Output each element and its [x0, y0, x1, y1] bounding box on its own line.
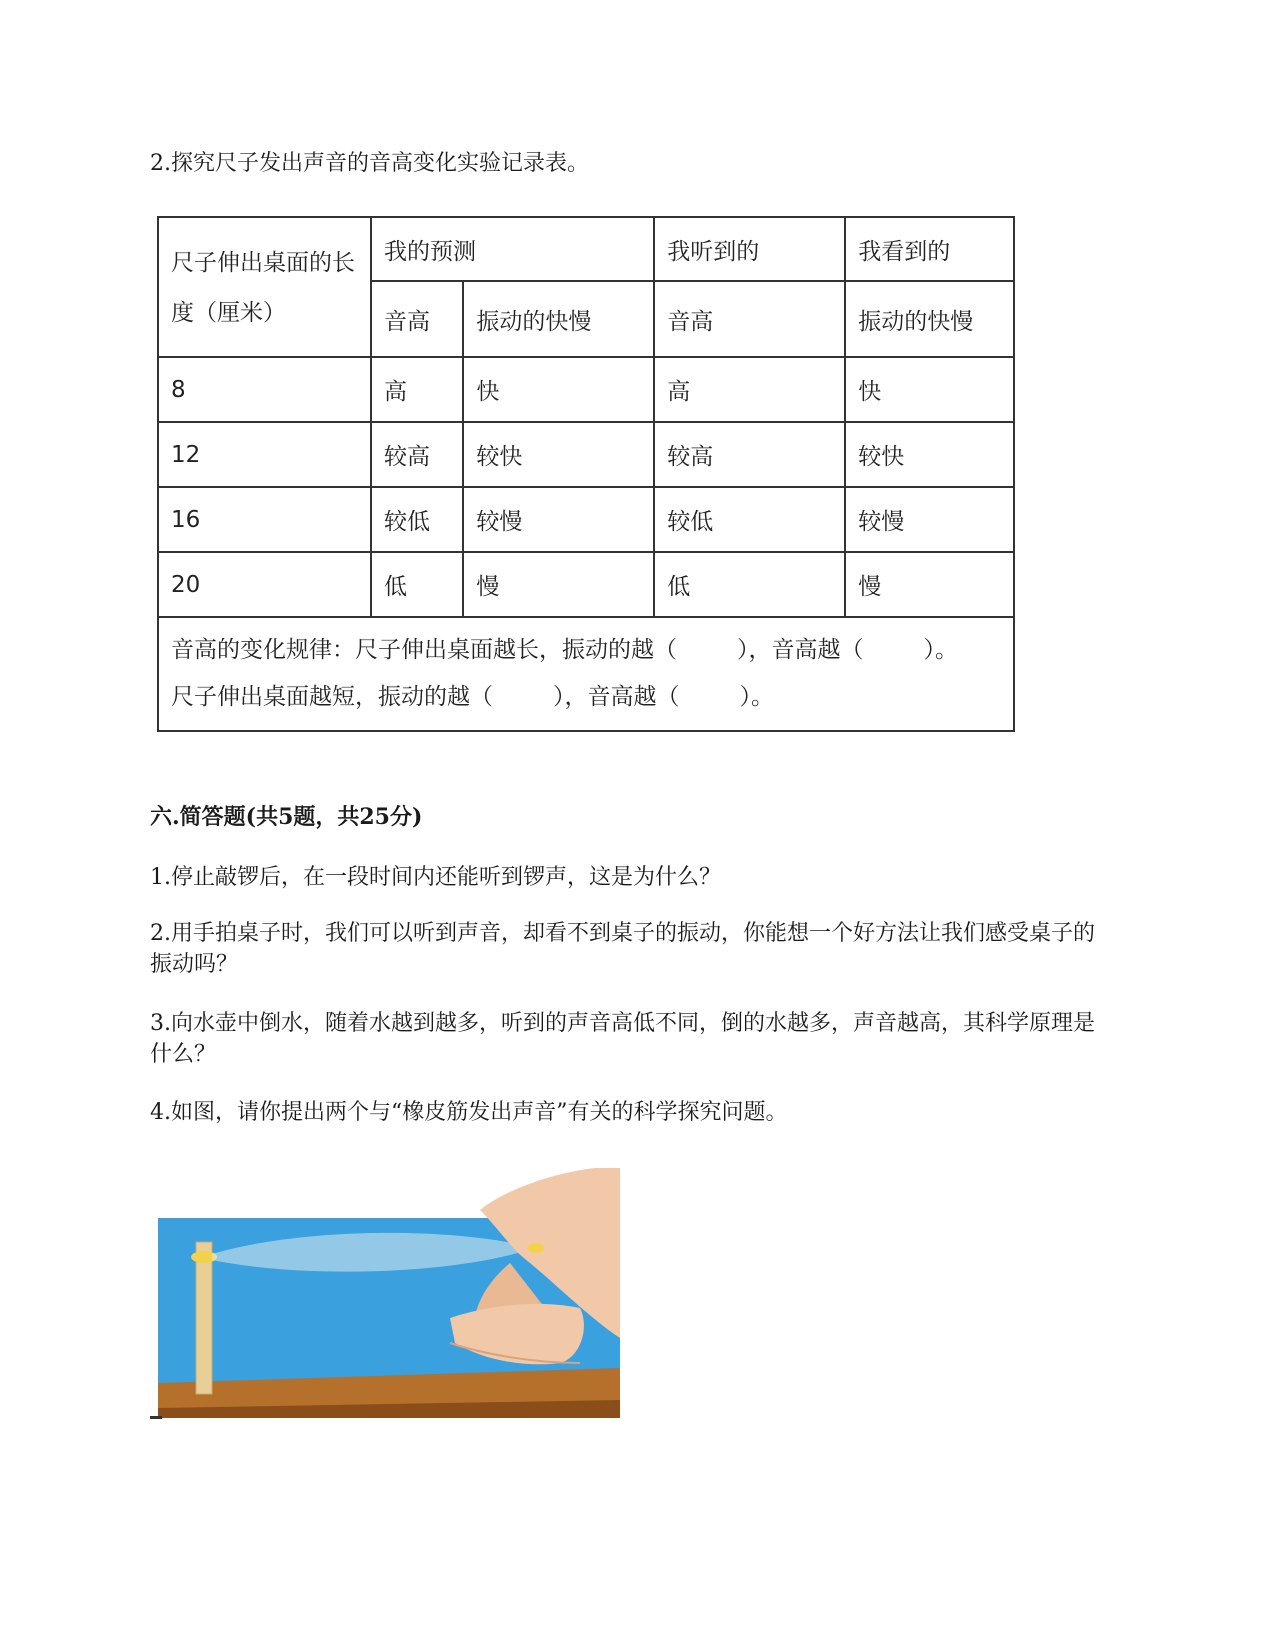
table-row: [158, 552, 1014, 617]
table-row: [158, 422, 1014, 487]
table-row: [158, 487, 1014, 552]
cell: 较高: [654, 422, 845, 487]
cell: 高: [371, 357, 463, 422]
rule-line-2: 尺子伸出桌面越短，振动的越（ ），音高越（ ）。: [171, 684, 774, 710]
cell: 低: [371, 552, 463, 617]
rule-line-1: 音高的变化规律：尺子伸出桌面越长，振动的越（ ），音高越（ ）。: [171, 637, 958, 663]
section-heading: 六.简答题(共5题，共25分): [150, 804, 423, 830]
cell-length: 12: [158, 422, 371, 487]
question-1: 1.停止敲锣后，在一段时间内还能听到锣声，这是为什么？: [150, 865, 721, 890]
subheader-pitch: 音高: [371, 281, 463, 357]
question-2: 2.用手拍桌子时，我们可以听到声音，却看不到桌子的振动，你能想一个好方法让我们感受桌子的振动吗？: [150, 921, 1095, 977]
cell: 慢: [845, 552, 1014, 617]
subheader-vibration-speed: 振动的快慢: [845, 281, 1014, 357]
cell: 快: [845, 357, 1014, 422]
cell: 较慢: [463, 487, 654, 552]
question-2-title: 2.探究尺子发出声音的音高变化实验记录表。: [150, 151, 589, 176]
cell: 较快: [845, 422, 1014, 487]
header-length: 尺子伸出桌面的长度（厘米）: [158, 217, 371, 357]
cell: 较慢: [845, 487, 1014, 552]
cell: 较高: [371, 422, 463, 487]
header-what-i-heard: 我听到的: [654, 217, 845, 281]
question-4: 4.如图，请你提出两个与“橡皮筋发出声音”有关的科学探究问题。: [150, 1100, 788, 1125]
subheader-vibration-speed: 振动的快慢: [463, 281, 654, 357]
cell: 较低: [371, 487, 463, 552]
divider-mark: [150, 1416, 162, 1419]
cell: 低: [654, 552, 845, 617]
header-what-i-saw: 我看到的: [845, 217, 1014, 281]
experiment-record-table: [157, 216, 1015, 732]
cell: 高: [654, 357, 845, 422]
table-row: [158, 357, 1014, 422]
cell: 较快: [463, 422, 654, 487]
rubber-band-photo: [150, 1168, 620, 1418]
header-my-prediction: 我的预测: [371, 217, 654, 281]
cell-length: 16: [158, 487, 371, 552]
cell: 快: [463, 357, 654, 422]
question-3: 3.向水壶中倒水，随着水越到越多，听到的声音高低不同，倒的水越多，声音越高，其科学原理是什么？: [150, 1011, 1095, 1067]
cell: 慢: [463, 552, 654, 617]
cell-length: 20: [158, 552, 371, 617]
cell-length: 8: [158, 357, 371, 422]
subheader-pitch: 音高: [654, 281, 845, 357]
pitch-rule-cell: [158, 617, 1014, 731]
cell: 较低: [654, 487, 845, 552]
